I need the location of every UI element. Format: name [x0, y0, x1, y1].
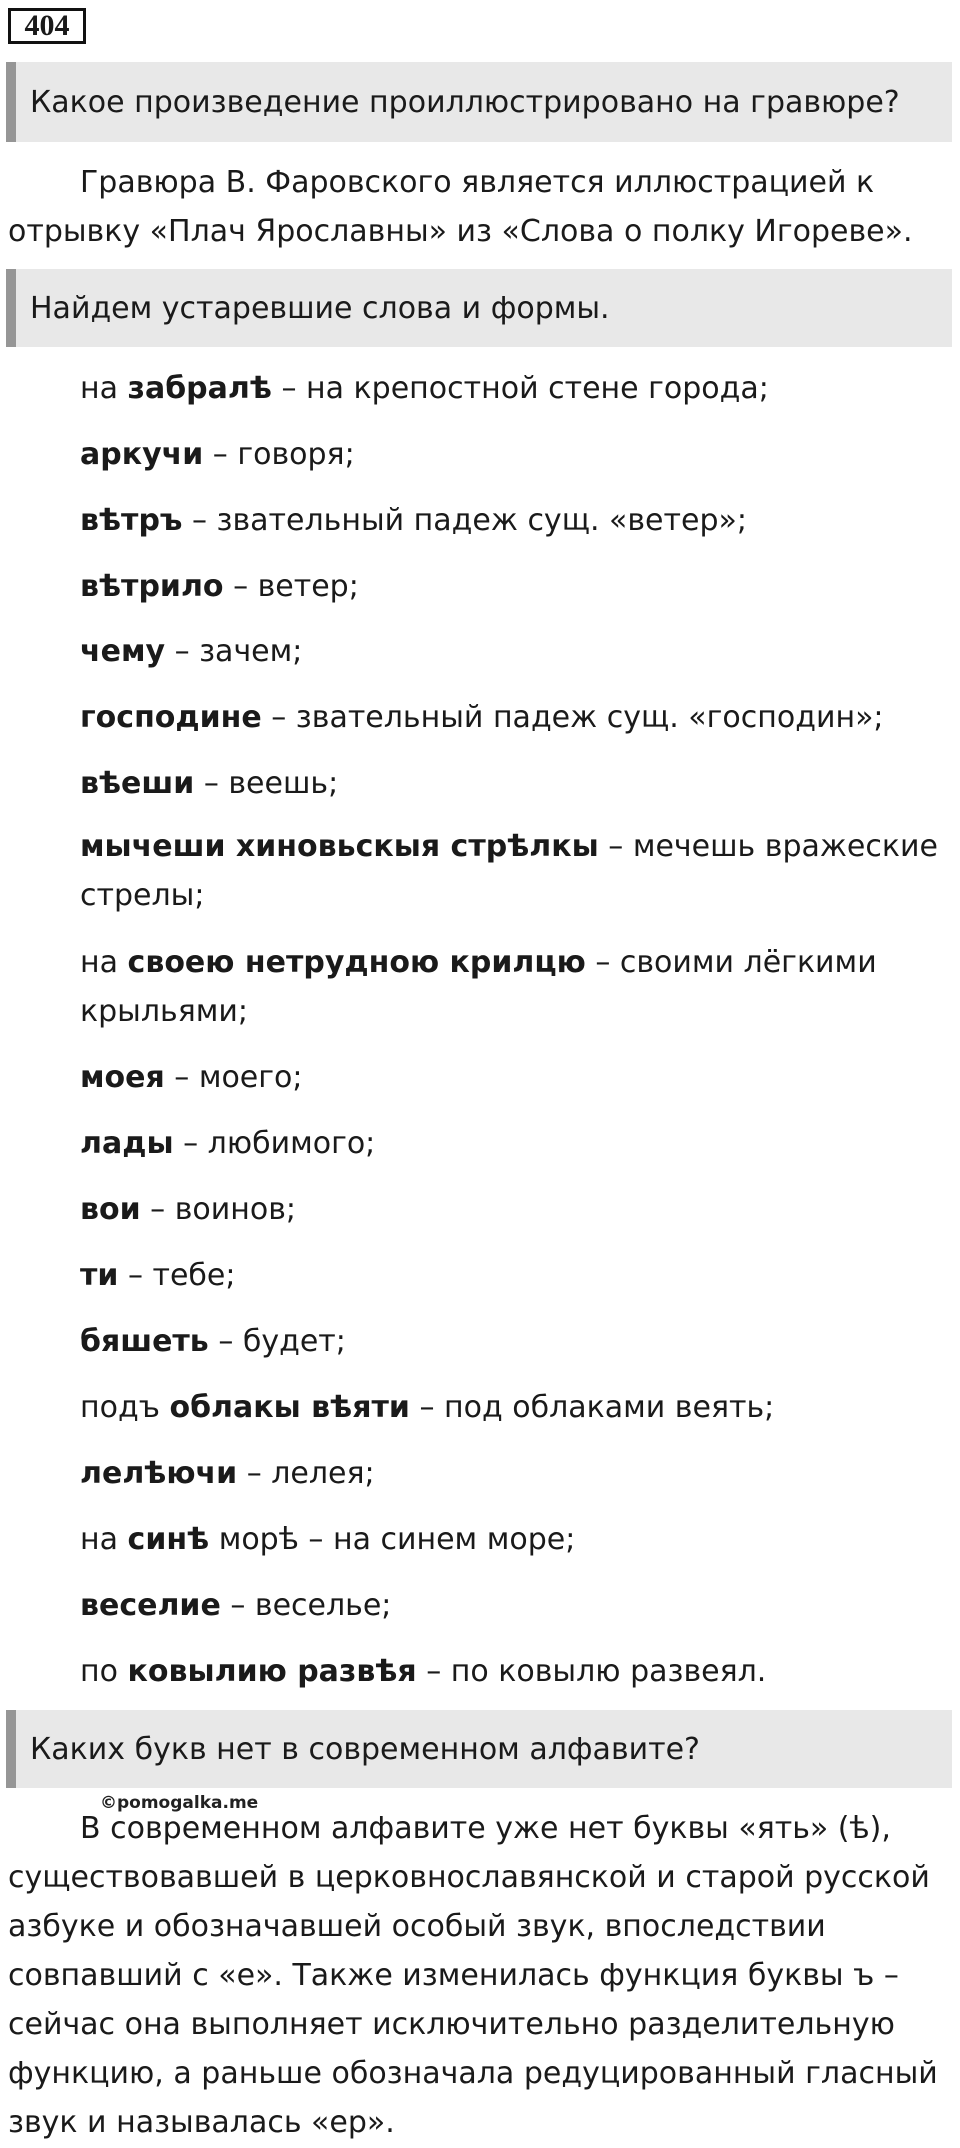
glossary-term: чему	[80, 634, 166, 669]
glossary-term: моея	[80, 1060, 165, 1095]
answer-line: В современном алфавите уже нет буквы «ять» (ѣ),	[80, 1811, 891, 1846]
glossary-item: на синѣ морѣ – на синем море;	[80, 1522, 576, 1557]
glossary-term: лелѣючи	[80, 1456, 238, 1491]
glossary-item: лады – любимого;	[80, 1126, 376, 1161]
glossary-term: вои	[80, 1192, 141, 1227]
answer-line: звук и называлась «ер».	[8, 2105, 395, 2140]
glossary-term: забралѣ	[127, 371, 272, 406]
question-heading-3: Каких букв нет в современном алфавите?	[6, 1710, 952, 1788]
glossary-item: аркучи – говоря;	[80, 437, 355, 472]
glossary-item: господине – звательный падеж сущ. «господин»;	[80, 700, 884, 735]
glossary-term: веселие	[80, 1588, 221, 1623]
glossary-item: вои – воинов;	[80, 1192, 296, 1227]
glossary-item: на забралѣ – на крепостной стене города;	[80, 371, 769, 406]
glossary-term: мычеши хиновьскыя стрѣлкы	[80, 829, 599, 864]
glossary-term: вѣтрило	[80, 569, 224, 604]
glossary-term: господине	[80, 700, 262, 735]
question-heading-1: Какое произведение проиллюстрировано на гравюре?	[6, 62, 952, 142]
task-number: 404	[8, 8, 86, 44]
answer-line: азбуке и обозначавшей особый звук, впоследствии	[8, 1909, 826, 1944]
glossary-term: лады	[80, 1126, 174, 1161]
answer-line: функцию, а раньше обозначала редуцированный гласный	[8, 2056, 938, 2091]
glossary-item: вѣтръ – звательный падеж сущ. «ветер»;	[80, 503, 747, 538]
glossary-item: вѣтрило – ветер;	[80, 569, 359, 604]
glossary-term: вѣтръ	[80, 503, 183, 538]
glossary-term: облакы вѣяти	[169, 1390, 410, 1425]
glossary-item: по ковылию развѣя – по ковылю развеял.	[80, 1654, 767, 1689]
glossary-item: ти – тебе;	[80, 1258, 236, 1293]
glossary-item: чему – зачем;	[80, 634, 303, 669]
glossary-item: моея – моего;	[80, 1060, 303, 1095]
glossary-item: лелѣючи – лелея;	[80, 1456, 375, 1491]
answer-line: сейчас она выполняет исключительно разделительную	[8, 2007, 895, 2042]
glossary-term: аркучи	[80, 437, 204, 472]
answer-line-2: отрывку «Плач Ярославны» из «Слова о полку Игореве».	[8, 214, 913, 249]
answer-line: совпавший с «е». Также изменилась функция буквы ъ –	[8, 1958, 899, 1993]
watermark: ©pomogalka.me	[100, 1793, 259, 1813]
glossary-term: бяшеть	[80, 1324, 209, 1359]
glossary-item: вѣеши – веешь;	[80, 766, 339, 801]
glossary-term: синѣ	[127, 1522, 210, 1557]
glossary-item: на своею нетрудною крилцю – своими лёгкими крыльями;	[80, 945, 877, 1029]
glossary-term: ти	[80, 1258, 119, 1293]
glossary-item: мычеши хиновьскыя стрѣлкы – мечешь вражеские стрелы;	[80, 829, 938, 913]
glossary-item: подъ облакы вѣяти – под облаками веять;	[80, 1390, 775, 1425]
glossary-item: веселие – веселье;	[80, 1588, 392, 1623]
answer-line: существовавшей в церковнославянской и старой русской	[8, 1860, 930, 1895]
glossary-item: бяшеть – будет;	[80, 1324, 346, 1359]
glossary-term: вѣеши	[80, 766, 195, 801]
glossary-term: ковылию развѣя	[127, 1654, 417, 1689]
answer-line-1: Гравюра В. Фаровского является иллюстрацией к	[80, 165, 875, 200]
question-heading-2: Найдем устаревшие слова и формы.	[6, 269, 952, 347]
glossary-term: своею нетрудною крилцю	[127, 945, 586, 980]
